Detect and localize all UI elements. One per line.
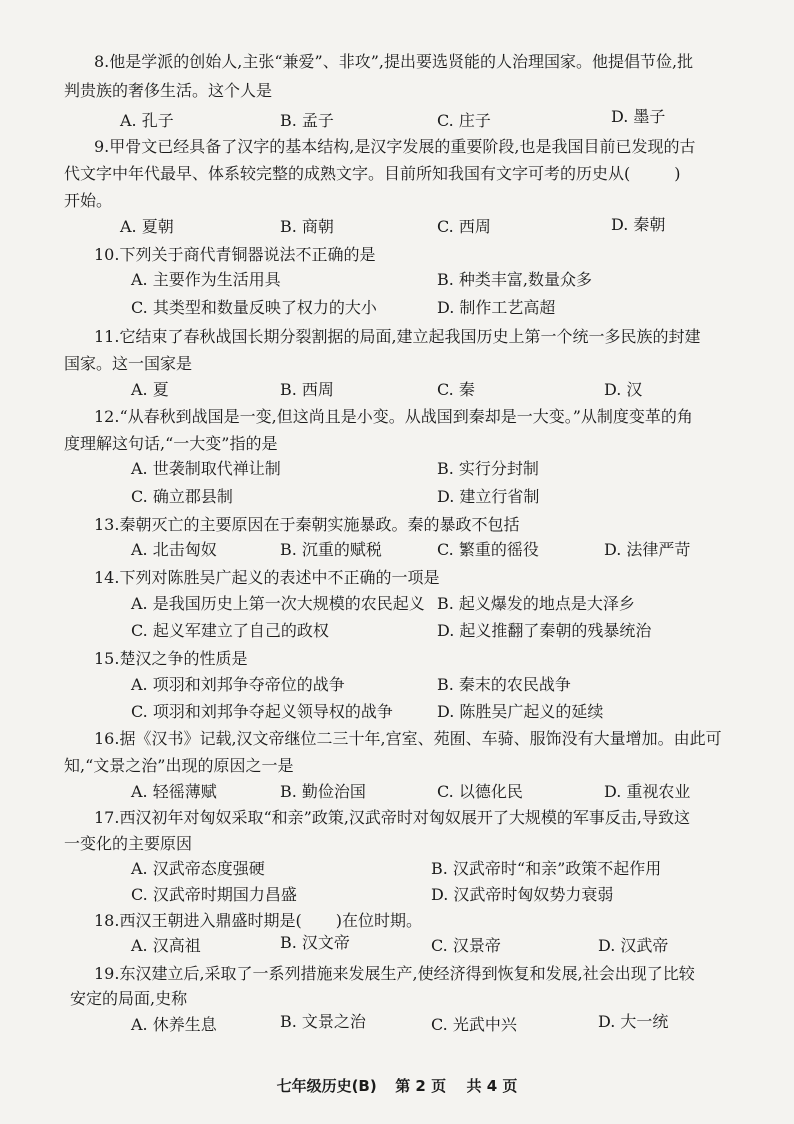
question-11-line-1: 11.它结束了春秋战国长期分裂割据的局面,建立起我国历史上第一个统一多民族的封建 bbox=[94, 327, 701, 346]
question-12-option-a: A. 世袭制取代禅让制 bbox=[131, 459, 281, 478]
question-8-line-2: 判贵族的奢侈生活。这个人是 bbox=[64, 81, 273, 100]
question-13-option-d: D. 法律严苛 bbox=[604, 540, 691, 559]
question-10-line-1: 10.下列关于商代青铜器说法不正确的是 bbox=[94, 245, 376, 264]
question-10-option-c: C. 其类型和数量反映了权力的大小 bbox=[131, 298, 377, 317]
question-10-option-a: A. 主要作为生活用具 bbox=[131, 270, 281, 289]
question-17-line-1: 17.西汉初年对匈奴采取“和亲”政策,汉武帝时对匈奴展开了大规模的军事反击,导致这 bbox=[94, 808, 690, 827]
question-13-option-a: A. 北击匈奴 bbox=[131, 540, 217, 559]
question-15-option-d: D. 陈胜吴广起义的延续 bbox=[437, 702, 604, 721]
question-13-option-c: C. 繁重的徭役 bbox=[437, 540, 539, 559]
question-13-line-1: 13.秦朝灭亡的主要原因在于秦朝实施暴政。秦的暴政不包括 bbox=[94, 515, 520, 534]
question-16-option-c: C. 以德化民 bbox=[437, 782, 523, 801]
question-17-option-a: A. 汉武帝态度强硬 bbox=[131, 859, 265, 878]
question-14-option-b: B. 起义爆发的地点是大泽乡 bbox=[437, 594, 635, 613]
question-9-option-b: B. 商朝 bbox=[280, 217, 334, 236]
page-footer bbox=[0, 1075, 794, 1096]
question-10-option-b: B. 种类丰富,数量众多 bbox=[437, 270, 593, 289]
question-14-line-1: 14.下列对陈胜吴广起义的表述中不正确的一项是 bbox=[94, 568, 440, 587]
question-13-option-b: B. 沉重的赋税 bbox=[280, 540, 382, 559]
question-16-option-a: A. 轻徭薄赋 bbox=[131, 782, 217, 801]
question-9-option-a: A. 夏朝 bbox=[120, 217, 174, 236]
question-15-option-b: B. 秦末的农民战争 bbox=[437, 675, 571, 694]
question-18-line-1: 18.西汉王朝进入鼎盛时期是( )在位时期。 bbox=[94, 911, 422, 930]
question-11-option-c: C. 秦 bbox=[437, 380, 475, 399]
question-17-option-d: D. 汉武帝时匈奴势力衰弱 bbox=[431, 885, 614, 904]
question-14-option-c: C. 起义军建立了自己的政权 bbox=[131, 621, 329, 640]
question-16-option-d: D. 重视农业 bbox=[604, 782, 691, 801]
question-8-option-a: A. 孔子 bbox=[120, 111, 174, 130]
question-14-option-a: A. 是我国历史上第一次大规模的农民起义 bbox=[131, 594, 425, 613]
question-18-option-a: A. 汉高祖 bbox=[131, 936, 201, 955]
question-16-option-b: B. 勤俭治国 bbox=[280, 782, 366, 801]
question-19-option-b: B. 文景之治 bbox=[280, 1012, 366, 1031]
question-8-option-d: D. 墨子 bbox=[611, 107, 666, 126]
question-10-option-d: D. 制作工艺高超 bbox=[437, 298, 556, 317]
question-17-option-c: C. 汉武帝时期国力昌盛 bbox=[131, 885, 297, 904]
question-19-line-2: 安定的局面,史称 bbox=[70, 989, 188, 1008]
question-11-option-d: D. 汉 bbox=[604, 380, 643, 399]
question-12-option-d: D. 建立行省制 bbox=[437, 487, 540, 506]
question-9-option-d: D. 秦朝 bbox=[611, 215, 666, 234]
question-11-option-a: A. 夏 bbox=[131, 380, 169, 399]
question-19-option-d: D. 大一统 bbox=[598, 1012, 669, 1031]
question-12-line-1: 12.“从春秋到战国是一变,但这尚且是小变。从战国到秦却是一大变。”从制度变革的角 bbox=[94, 407, 693, 426]
question-15-option-c: C. 项羽和刘邦争夺起义领导权的战争 bbox=[131, 702, 393, 721]
footer-page-number: 第 2 页 bbox=[395, 1077, 447, 1095]
question-8-option-b: B. 孟子 bbox=[280, 111, 334, 130]
question-8-option-c: C. 庄子 bbox=[437, 111, 491, 130]
question-19-option-a: A. 休养生息 bbox=[131, 1015, 217, 1034]
question-14-option-d: D. 起义推翻了秦朝的残暴统治 bbox=[437, 621, 652, 640]
question-9-line-2: 代文字中年代最早、体系较完整的成熟文字。目前所知我国有文字可考的历史从( ) bbox=[64, 164, 681, 183]
question-19-line-1: 19.东汉建立后,采取了一系列措施来发展生产,使经济得到恢复和发展,社会出现了比较 bbox=[94, 964, 695, 983]
question-18-option-c: C. 汉景帝 bbox=[431, 936, 501, 955]
question-15-line-1: 15.楚汉之争的性质是 bbox=[94, 649, 248, 668]
question-11-line-2: 国家。这一国家是 bbox=[64, 354, 193, 373]
question-8-line-1: 8.他是学派的创始人,主张“兼爱”、非攻”,提出要选贤能的人治理国家。他提倡节俭,批 bbox=[94, 52, 694, 71]
question-18-option-d: D. 汉武帝 bbox=[598, 936, 669, 955]
question-12-option-c: C. 确立郡县制 bbox=[131, 487, 233, 506]
question-18-option-b: B. 汉文帝 bbox=[280, 933, 350, 952]
question-12-option-b: B. 实行分封制 bbox=[437, 459, 539, 478]
question-15-option-a: A. 项羽和刘邦争夺帝位的战争 bbox=[131, 675, 345, 694]
question-9-line-3: 开始。 bbox=[64, 191, 113, 210]
question-17-line-2: 一变化的主要原因 bbox=[64, 834, 193, 853]
question-16-line-1: 16.据《汉书》记载,汉文帝继位二三十年,宫室、苑囿、车骑、服饰没有大量增加。由此可 bbox=[94, 729, 722, 748]
question-17-option-b: B. 汉武帝时“和亲”政策不起作用 bbox=[431, 859, 662, 878]
question-11-option-b: B. 西周 bbox=[280, 380, 334, 399]
footer-total-pages: 共 4 页 bbox=[466, 1077, 518, 1095]
question-12-line-2: 度理解这句话,“一大变”指的是 bbox=[64, 434, 278, 453]
question-9-option-c: C. 西周 bbox=[437, 217, 491, 236]
footer-subject: 七年级历史(B) bbox=[276, 1077, 377, 1095]
question-16-line-2: 知,“文景之治”出现的原因之一是 bbox=[64, 756, 294, 775]
question-19-option-c: C. 光武中兴 bbox=[431, 1015, 517, 1034]
question-9-line-1: 9.甲骨文已经具备了汉字的基本结构,是汉字发展的重要阶段,也是我国目前已发现的古 bbox=[94, 137, 696, 156]
